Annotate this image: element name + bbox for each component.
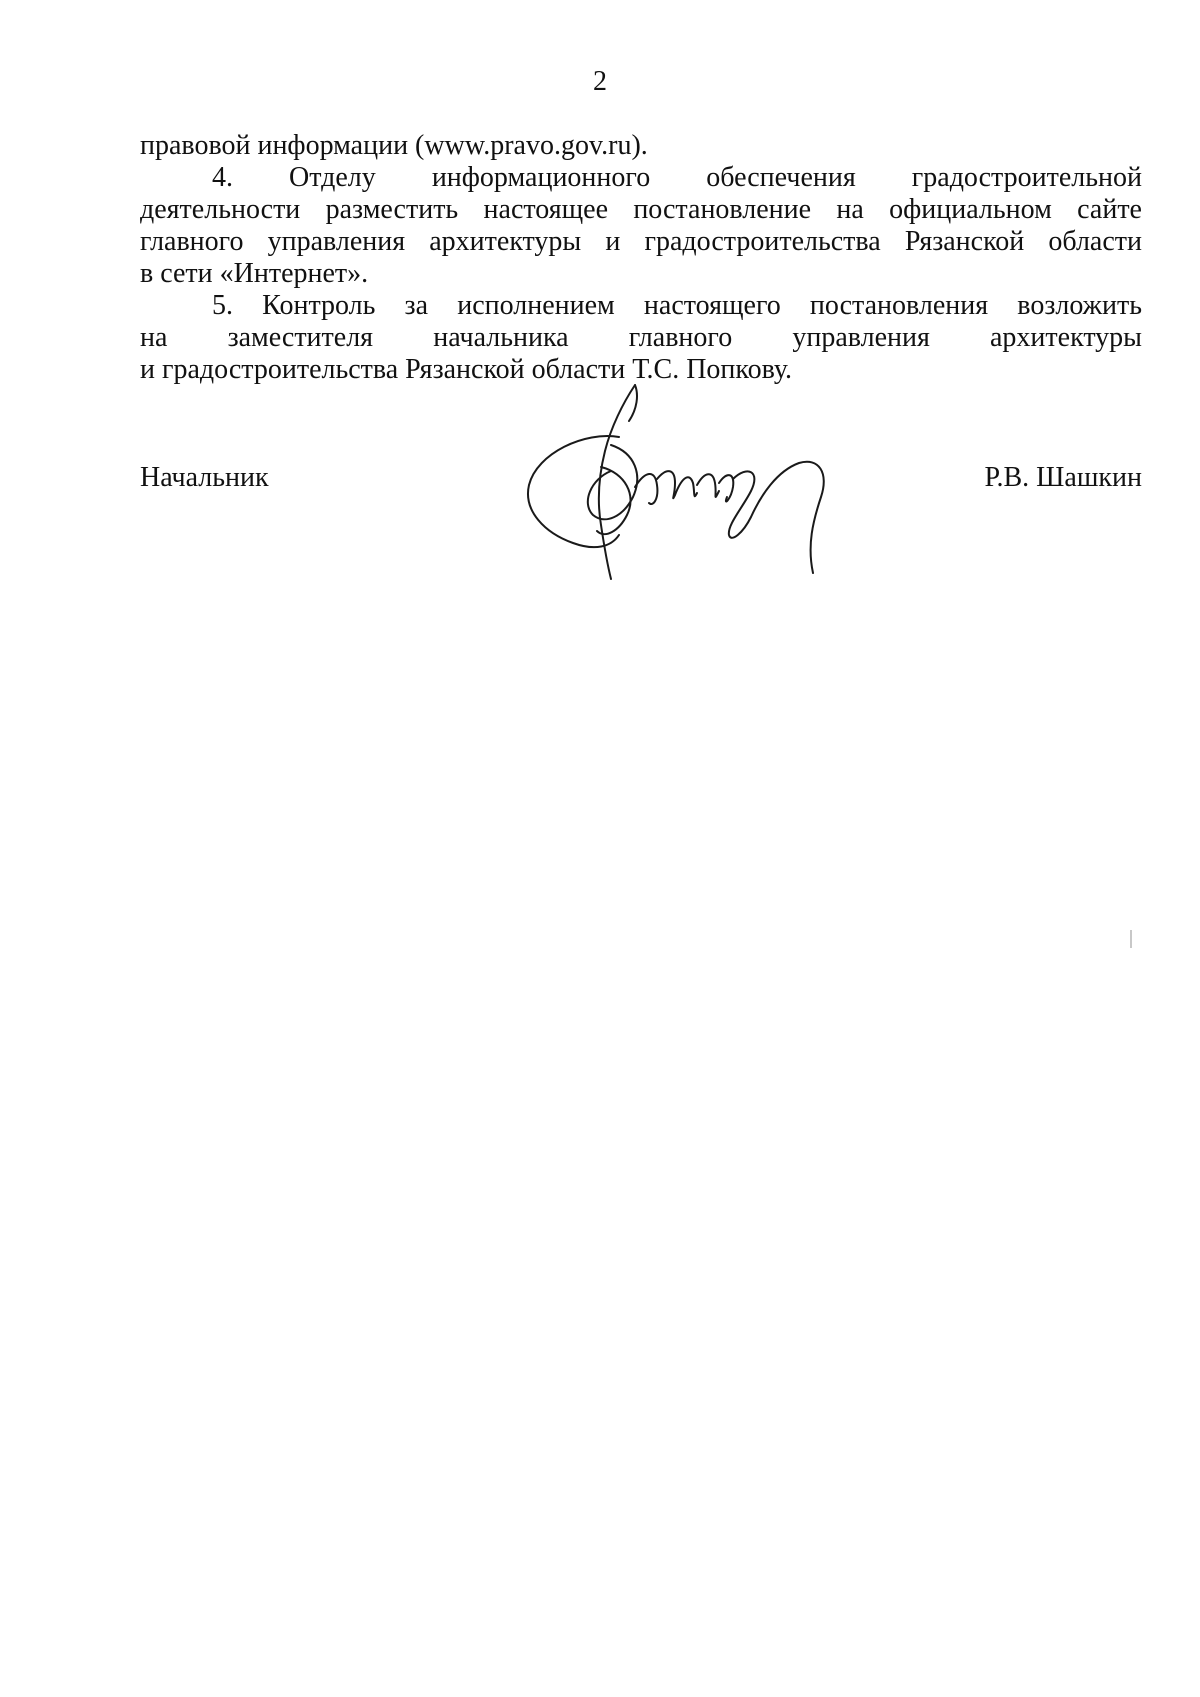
signer-name: Р.В. Шашкин: [984, 462, 1142, 493]
page-number: 2: [593, 66, 607, 97]
scan-edge-mark: [1130, 930, 1132, 948]
text-line-7: на заместителя начальника главного управления архитектуры: [140, 322, 1142, 353]
text-line-4: главного управления архитектуры и градостроительства Рязанской области: [140, 226, 1142, 257]
text-line-3: деятельности разместить настоящее постановление на официальном сайте: [140, 194, 1142, 225]
text-line-8: и градостроительства Рязанской области Т.С. Попкову.: [140, 354, 793, 385]
text-line-1: правовой информации (www.pravo.gov.ru).: [140, 130, 648, 161]
text-line-6: 5. Контроль за исполнением настоящего постановления возложить: [212, 290, 1142, 321]
signer-role: Начальник: [140, 462, 269, 493]
text-line-5: в сети «Интернет».: [140, 258, 369, 289]
document-body: [140, 130, 1142, 386]
handwritten-signature-icon: [515, 375, 835, 585]
text-line-2: 4. Отделу информационного обеспечения градостроительной: [212, 162, 1142, 193]
